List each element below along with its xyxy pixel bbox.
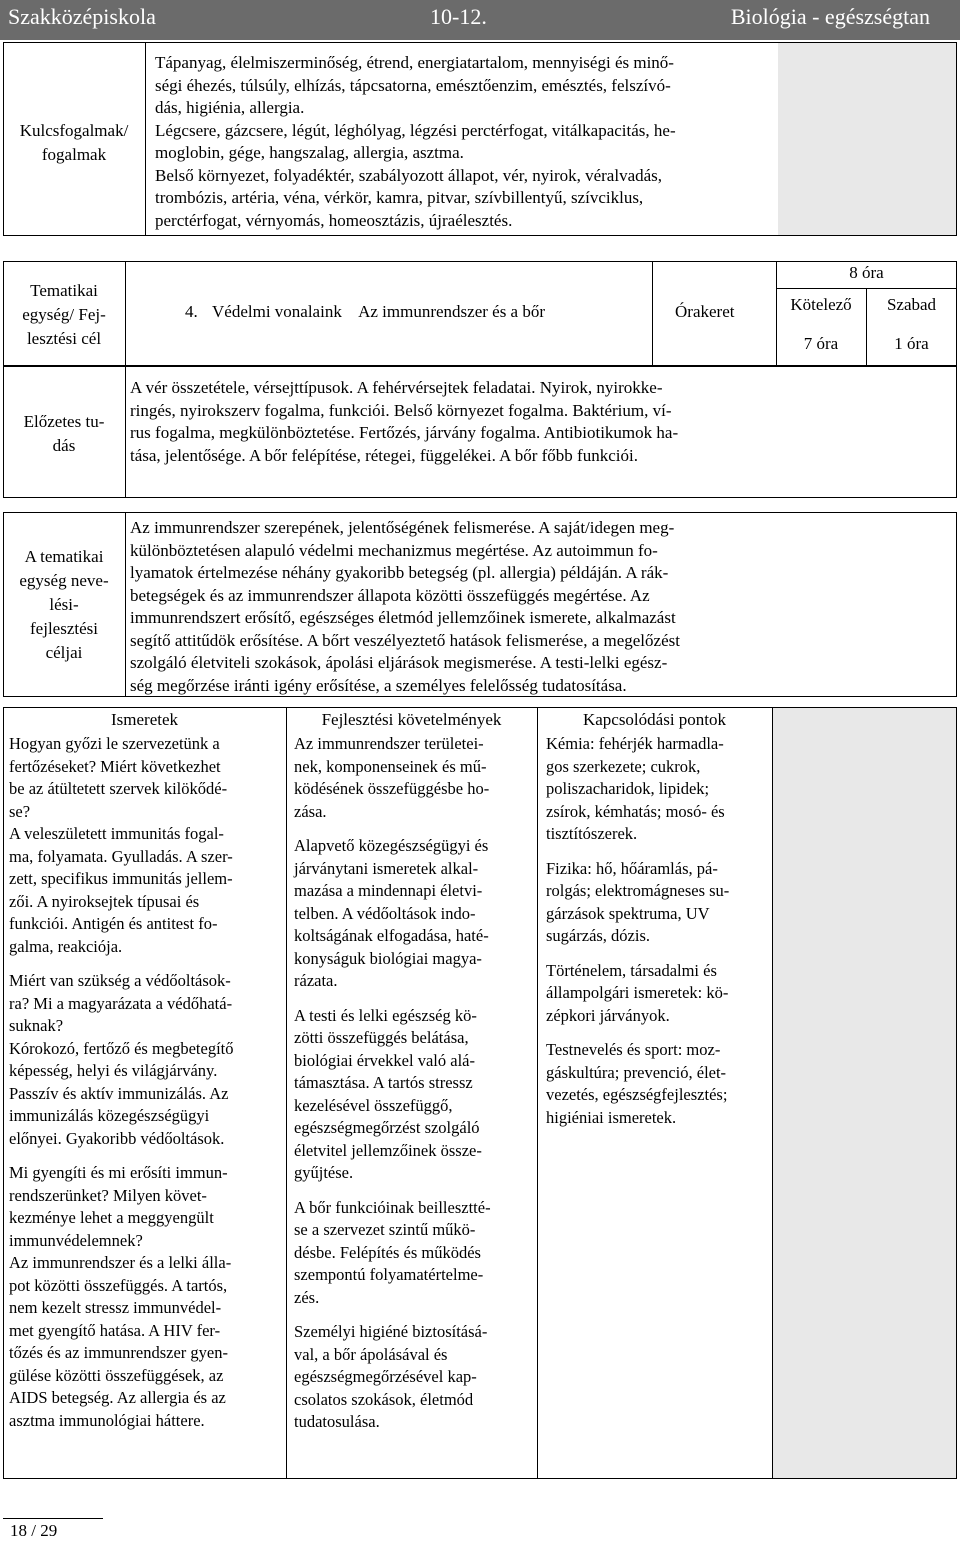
text-line: csolatos szokások, életmód: [294, 1389, 474, 1409]
text-line: egészségmegőrzést szolgáló: [294, 1118, 480, 1137]
column-kapcsolodasi: [546, 733, 771, 1141]
page-header: [0, 0, 960, 40]
shaded-area: [778, 43, 956, 235]
total-hours: 8 óra: [849, 263, 884, 282]
text-line: galma, reakciója.: [9, 936, 123, 956]
page-number: 18 / 29: [10, 1521, 58, 1540]
text-line: be az átültetett szervek kilökődé-: [9, 779, 228, 798]
unit-label: [3, 279, 125, 351]
paragraph: [9, 970, 284, 1150]
text-line: különböztetésen alapuló védelmi mechanizmus megértése. Az autoimmun fo-: [130, 540, 658, 560]
text-line: Belső környezet, folyadéktér, szabályozott állapot, vér, nyirok, véralvadás,: [155, 165, 663, 185]
paragraph: [294, 1005, 536, 1185]
label-line: A tematikai: [24, 547, 104, 566]
text-line: kezménye lehet a meggyengült: [9, 1208, 214, 1227]
label-line: céljai: [45, 643, 83, 662]
text-line: koltságának elfogadása, haté-: [294, 926, 489, 945]
text-line: Testnevelés és sport: moz-: [546, 1040, 721, 1059]
text-line: mazása a mindennapi életvi-: [294, 881, 483, 900]
text-line: higiéniai ismeretek.: [546, 1107, 677, 1127]
text-line: funkciói. Antigén és antitest fo-: [9, 914, 218, 933]
prior-knowledge-text: [130, 377, 910, 467]
text-line: ségi éhezés, túlsúly, elhízás, tápcsatorna, emésztőenzim, emésztés, felszívó-: [155, 75, 671, 95]
label-line: egység/ Fej-: [22, 305, 106, 324]
unit-name: Védelmi vonalaink: [212, 302, 342, 321]
text-line: gos szerkezete; cukrok,: [546, 756, 701, 776]
text-line: Fizika: hő, hőáramlás, pá-: [546, 858, 718, 878]
footer-rule: [3, 1518, 103, 1519]
text-line: se?: [9, 801, 31, 821]
header-subject: Biológia - egészségtan: [730, 4, 930, 29]
text-line: vezetés, egészségfejlesztés;: [546, 1085, 728, 1104]
text-line: egészségmegőrzésével kap-: [294, 1367, 477, 1386]
text-line: ma, folyamata. Gyulladás. A szer-: [9, 846, 233, 866]
text-line: Az immunrendszer és a lelki álla-: [9, 1253, 232, 1272]
text-line: nek, komponenseinek és mű-: [294, 756, 487, 776]
text-line: rendszerünket? Milyen követ-: [9, 1185, 207, 1205]
text-line: se a szervezet szintű műkö-: [294, 1220, 476, 1239]
divider: [652, 261, 653, 366]
text-line: ség megőrzése iránti igény erősítése, a személyes felelősség tudatosítása.: [130, 675, 627, 695]
column-header-fejlesztesi: Fejlesztési követelmények: [321, 710, 502, 729]
text-line: met gyengítő hatása. A HIV fer-: [9, 1320, 221, 1340]
label-line: lesztési cél: [26, 329, 102, 348]
text-line: zépkori járványok.: [546, 1005, 670, 1025]
label-line: egység neve-: [19, 571, 109, 590]
unit-title: [185, 302, 545, 322]
header-grade: 10-12.: [430, 4, 487, 29]
text-line: A testi és lelki egészség kö-: [294, 1005, 477, 1025]
text-line: dás, higiénia, allergia.: [155, 98, 305, 117]
text-line: immunizálás közegészségügyi: [9, 1106, 210, 1125]
free-label: Szabad: [886, 295, 937, 314]
paragraph: [294, 1197, 536, 1310]
text-line: Légcsere, gázcsere, légút, léghólyag, légzési perctérfogat, vitálkapacitás, he-: [155, 120, 676, 140]
text-line: tisztítószerek.: [546, 824, 638, 843]
text-line: Kórokozó, fertőző és megbetegítő: [9, 1038, 234, 1058]
key-concepts-label: [3, 119, 145, 167]
text-line: tőzés és az immunrendszer gyen-: [9, 1343, 228, 1362]
column-header-ismeretek: Ismeretek: [110, 710, 179, 729]
text-line: sugárzás, dózis.: [546, 926, 651, 945]
shaded-area: [773, 708, 956, 1478]
text-line: Passzív és aktív immunizálás. Az: [9, 1083, 229, 1103]
divider: [286, 707, 287, 1479]
label-line: Kulcsfogalmak/: [19, 121, 129, 140]
label-line: dás: [52, 436, 76, 455]
text-line: Kémia: fehérjék harmadla-: [546, 734, 724, 753]
paragraph: [9, 733, 284, 958]
time-frame-label: Órakeret: [675, 302, 735, 321]
text-line: A bőr funkcióinak beillesztté-: [294, 1197, 491, 1217]
text-line: képesség, helyi és világjárvány.: [9, 1061, 218, 1080]
key-concepts-text: [155, 52, 785, 232]
text-line: Alapvető közegészségügyi és: [294, 836, 489, 855]
text-line: lyamatok értelmezése néhány gyakoribb betegség (pl. allergia) példáján. A rák-: [130, 563, 669, 582]
text-line: Személyi higiéné biztosításá-: [294, 1322, 488, 1341]
text-line: konyságuk biológiai magya-: [294, 948, 482, 968]
text-line: segítő attitűdök erősítése. A bőrt veszélyeztető hatások felismerése, a megelőzést: [130, 630, 680, 650]
text-line: Az immunrendszer szerepének, jelentőségének felismerése. A saját/idegen meg-: [130, 518, 675, 537]
text-line: életvitel jellemzőinek össze-: [294, 1140, 482, 1160]
text-line: A veleszületett immunitás fogal-: [9, 824, 224, 843]
divider: [125, 366, 126, 498]
text-line: rázata.: [294, 971, 338, 990]
text-line: poliszacharidok, lipidek;: [546, 779, 710, 798]
mandatory-hours: 7 óra: [803, 334, 839, 353]
text-line: désbe. Felépítés és működés: [294, 1242, 481, 1262]
paragraph: [546, 960, 771, 1028]
text-line: Történelem, társadalmi és: [546, 960, 717, 980]
text-line: nem kezelt stressz immunvédel-: [9, 1298, 222, 1317]
text-line: előnyei. Gyakoribb védőoltások.: [9, 1128, 225, 1148]
paragraph: [294, 1321, 536, 1434]
text-line: val, a bőr ápolásával és: [294, 1344, 448, 1364]
text-line: pot közötti összefüggés. A tartós,: [9, 1275, 228, 1295]
text-line: perctérfogat, vérnyomás, homeosztázis, újraélesztés.: [155, 210, 513, 230]
column-fejlesztesi: [294, 733, 536, 1446]
paragraph: [546, 733, 771, 846]
text-line: ra? Mi a magyarázata a védőhatá-: [9, 993, 233, 1013]
goals-label: [3, 545, 125, 665]
text-line: gárzások spektruma, UV: [546, 903, 710, 923]
text-line: Az immunrendszer területei-: [294, 734, 484, 753]
text-line: Mi gyengíti és mi erősíti immun-: [9, 1163, 228, 1182]
header-school-type: Szakközépiskola: [8, 4, 156, 29]
text-line: tudatosulása.: [294, 1412, 380, 1431]
prior-knowledge-label: [3, 410, 125, 458]
text-line: AIDS betegség. Az allergia és az: [9, 1388, 226, 1407]
label-line: fogalmak: [41, 145, 107, 164]
text-line: gyűjtése.: [294, 1163, 354, 1182]
paragraph: [546, 1039, 771, 1129]
text-line: zötti összefüggés belátása,: [294, 1028, 469, 1047]
text-line: szolgáló életviteli szokások, ápolási eljárások megismerése. A testi-lelki egész-: [130, 653, 668, 672]
text-line: trombózis, artéria, véna, vérkör, kamra, pitvar, szívbillentyű, szívciklus,: [155, 188, 644, 207]
text-line: fertőzéseket? Miért következhet: [9, 756, 221, 776]
text-line: tása, jelentősége. A bőr felépítése, rétegei, függelékei. A bőr főbb funkciói.: [130, 445, 638, 465]
free-hours: 1 óra: [894, 334, 929, 353]
divider: [125, 512, 126, 697]
unit-number: 4.: [185, 302, 198, 321]
goals-text: [130, 517, 952, 697]
text-line: biológiai érvekkel való alá-: [294, 1050, 475, 1070]
text-line: kezelésével összefüggő,: [294, 1095, 453, 1115]
column-ismeretek: [9, 733, 284, 1444]
text-line: betegségek és az immunrendszer állapota közötti összefüggés megértése. Az: [130, 585, 650, 605]
text-line: állampolgári ismeretek: kö-: [546, 983, 729, 1002]
text-line: telben. A védőoltások indo-: [294, 903, 476, 923]
divider: [125, 261, 126, 366]
text-line: zása.: [294, 801, 327, 821]
label-line: lési-: [49, 595, 79, 614]
divider: [537, 707, 538, 1479]
text-line: rus fogalma, megkülönböztetése. Fertőzés, járvány fogalma. Antibiotikumok ha-: [130, 423, 679, 442]
text-line: Hogyan győzi le szervezetünk a: [9, 734, 220, 753]
paragraph: [9, 1162, 284, 1432]
label-line: Tematikai: [30, 281, 98, 300]
paragraph: [294, 733, 536, 823]
text-line: A vér összetétele, vérsejttípusok. A fehérvérsejtek feladatai. Nyirok, nyirokke-: [130, 378, 663, 397]
text-line: ringés, nyirokszerv fogalma, funkciói. Belső környezet fogalma. Baktérium, ví-: [130, 400, 672, 420]
unit-subtitle: Az immunrendszer és a bőr: [358, 302, 546, 321]
text-line: zett, specifikus immunitás jellem-: [9, 869, 233, 888]
text-line: moglobin, gége, hangszalag, allergia, asztma.: [155, 143, 464, 162]
text-line: Tápanyag, élelmiszerminőség, étrend, energiatartalom, mennyiségi és minő-: [155, 53, 674, 72]
text-line: gáskultúra; prevenció, élet-: [546, 1062, 727, 1082]
text-line: gülése közötti összefüggések, az: [9, 1365, 224, 1385]
text-line: járványtani ismeretek alkal-: [294, 858, 479, 878]
text-line: ködésének összefüggésbe ho-: [294, 779, 490, 798]
label-line: Előzetes tu-: [23, 412, 105, 431]
paragraph: [294, 835, 536, 993]
column-header-kapcsolodasi: Kapcsolódási pontok: [582, 710, 727, 729]
divider: [145, 42, 146, 236]
text-line: Miért van szükség a védőoltások-: [9, 971, 231, 990]
text-line: szempontú folyamatértelme-: [294, 1265, 484, 1284]
text-line: immunrendszert erősítő, egészséges életmód jellemzőinek ismerete, alkalmazást: [130, 608, 676, 627]
label-line: fejlesztési: [30, 619, 98, 638]
text-line: zsírok, kémhatás; mosó- és: [546, 801, 725, 821]
text-line: zés.: [294, 1287, 320, 1307]
text-line: zői. A nyiroksejtek típusai és: [9, 891, 200, 911]
paragraph: [546, 858, 771, 948]
mandatory-label: Kötelező: [790, 295, 852, 314]
text-line: támasztása. A tartós stressz: [294, 1073, 473, 1092]
text-line: suknak?: [9, 1016, 64, 1035]
text-line: immunvédelemnek?: [9, 1230, 143, 1250]
text-line: rolgás; elektromágneses su-: [546, 881, 730, 900]
text-line: asztma immunológiai háttere.: [9, 1410, 205, 1430]
